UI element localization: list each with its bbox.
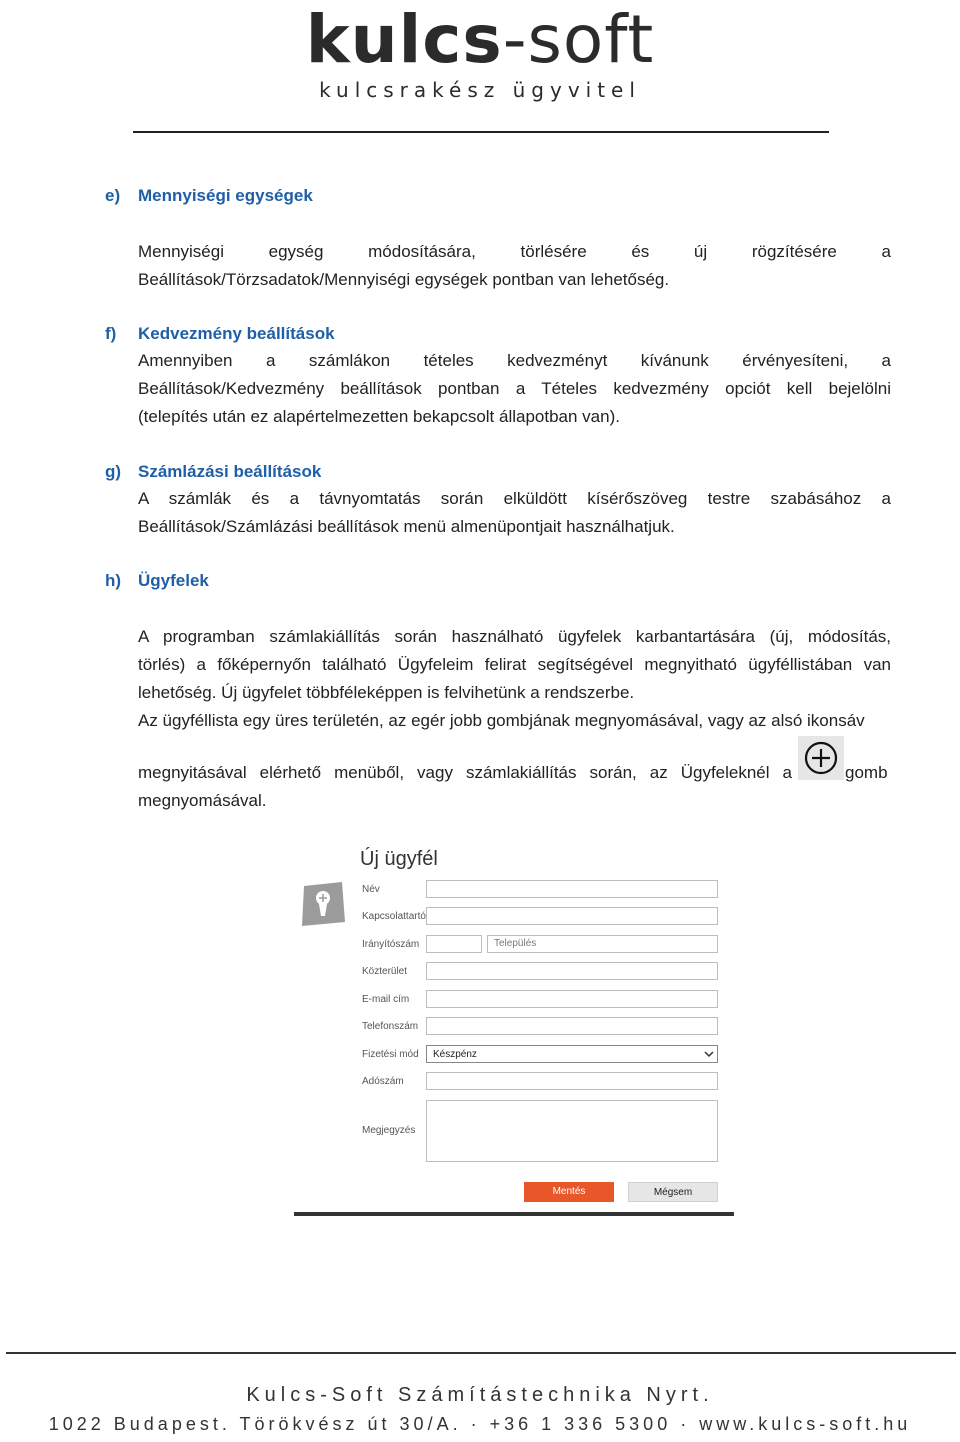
note-textarea[interactable] xyxy=(426,1100,718,1162)
section-e-title: Mennyiségi egységek xyxy=(138,186,313,205)
section-f-line-1: Amennyiben a számlákon tételes kedvezményt kívánunk érvényesíteni, a xyxy=(138,351,891,370)
section-g-letter: g) xyxy=(105,462,122,481)
city-input[interactable] xyxy=(487,935,718,953)
phone-input[interactable] xyxy=(426,1017,718,1035)
section-f-letter: f) xyxy=(105,324,117,343)
section-h-line-4: Az ügyféllista egy üres területén, az egér jobb gombjának megnyomásával, vagy az alsó ikonsáv xyxy=(138,711,865,730)
section-h-line-1: A programban számlakiállítás során használható ügyfelek karbantartására (új, módosítás, xyxy=(138,627,891,646)
section-h-line-2: törlés) a főképernyőn található Ügyfeleim felirat segítségével megnyitható ügyféllistában van xyxy=(138,655,891,674)
footer-contact: 1022 Budapest. Törökvész út 30/A. · +36 1 336 5300 · www.kulcs-soft.hu xyxy=(48,1414,912,1434)
section-h-line-5: megnyitásával elérhető menüből, vagy számlakiállítás során, az Ügyfeleknél a xyxy=(138,763,792,782)
footer-company: Kulcs-Soft Számítástechnika Nyrt. xyxy=(246,1384,714,1406)
zip-input[interactable] xyxy=(426,935,482,953)
company-logo xyxy=(300,0,660,80)
section-e-letter: e) xyxy=(105,186,121,205)
logo-tagline: kulcsrakész ügyvitel xyxy=(319,78,641,102)
section-h-line-5-end: gomb xyxy=(845,763,888,782)
chevron-down-icon xyxy=(704,1048,714,1060)
label-note: Megjegyzés xyxy=(362,1125,416,1136)
name-input[interactable] xyxy=(426,880,718,898)
save-button[interactable]: Mentés xyxy=(524,1182,614,1202)
section-f-line-3: (telepítés után ez alapértelmezetten bekapcsolt állapotban van). xyxy=(138,407,620,426)
street-input[interactable] xyxy=(426,962,718,980)
label-tax: Adószám xyxy=(362,1076,404,1087)
logo-soft: -soft xyxy=(502,1,655,78)
section-h-letter: h) xyxy=(105,571,122,590)
section-h-line-3: lehetőség. Új ügyfelet többféleképpen is felvihetünk a rendszerbe. xyxy=(138,683,635,702)
contact-input[interactable] xyxy=(426,907,718,925)
section-f-line-2: Beállítások/Kedvezmény beállítások pontban a Tételes kedvezmény opciót kell bejelölni xyxy=(138,379,891,398)
add-customer-icon-box xyxy=(798,736,844,780)
customer-avatar-icon[interactable] xyxy=(298,880,348,928)
tax-input[interactable] xyxy=(426,1072,718,1090)
cancel-button[interactable]: Mégsem xyxy=(628,1182,718,1202)
label-zip: Irányítószám xyxy=(362,939,420,950)
label-phone: Telefonszám xyxy=(362,1021,419,1032)
plus-circle-icon xyxy=(802,740,840,776)
section-f-title: Kedvezmény beállítások xyxy=(138,324,335,343)
logo-bold: kulcs xyxy=(305,1,503,78)
label-street: Közterület xyxy=(362,966,408,977)
city-placeholder: Település xyxy=(494,938,537,949)
label-payment: Fizetési mód xyxy=(362,1049,419,1060)
label-contact: Kapcsolattartó xyxy=(362,911,426,922)
section-h-line-6: megnyomásával. xyxy=(138,791,267,810)
section-g-line-1: A számlák és a távnyomtatás során elküldött kísérőszöveg testre szabásához a xyxy=(138,489,891,508)
dialog-title: Új ügyfél xyxy=(360,848,438,870)
section-g-title: Számlázási beállítások xyxy=(138,462,322,481)
email-input[interactable] xyxy=(426,990,718,1008)
header-divider xyxy=(133,131,829,133)
payment-select[interactable] xyxy=(426,1045,718,1063)
footer-divider xyxy=(6,1352,956,1354)
dialog-bottom-border xyxy=(294,1212,734,1216)
section-h-title: Ügyfelek xyxy=(138,571,209,590)
section-g-line-2: Beállítások/Számlázási beállítások menü almenüpontjait használhatjuk. xyxy=(138,517,675,536)
section-e-line-1: Mennyiségi egység módosítására, törlésére és új rögzítésére a xyxy=(138,242,891,261)
label-email: E-mail cím xyxy=(362,994,410,1005)
section-e-line-2: Beállítások/Törzsadatok/Mennyiségi egységek pontban van lehetőség. xyxy=(138,270,670,289)
label-name: Név xyxy=(362,884,380,895)
payment-select-value: Készpénz xyxy=(433,1049,477,1060)
